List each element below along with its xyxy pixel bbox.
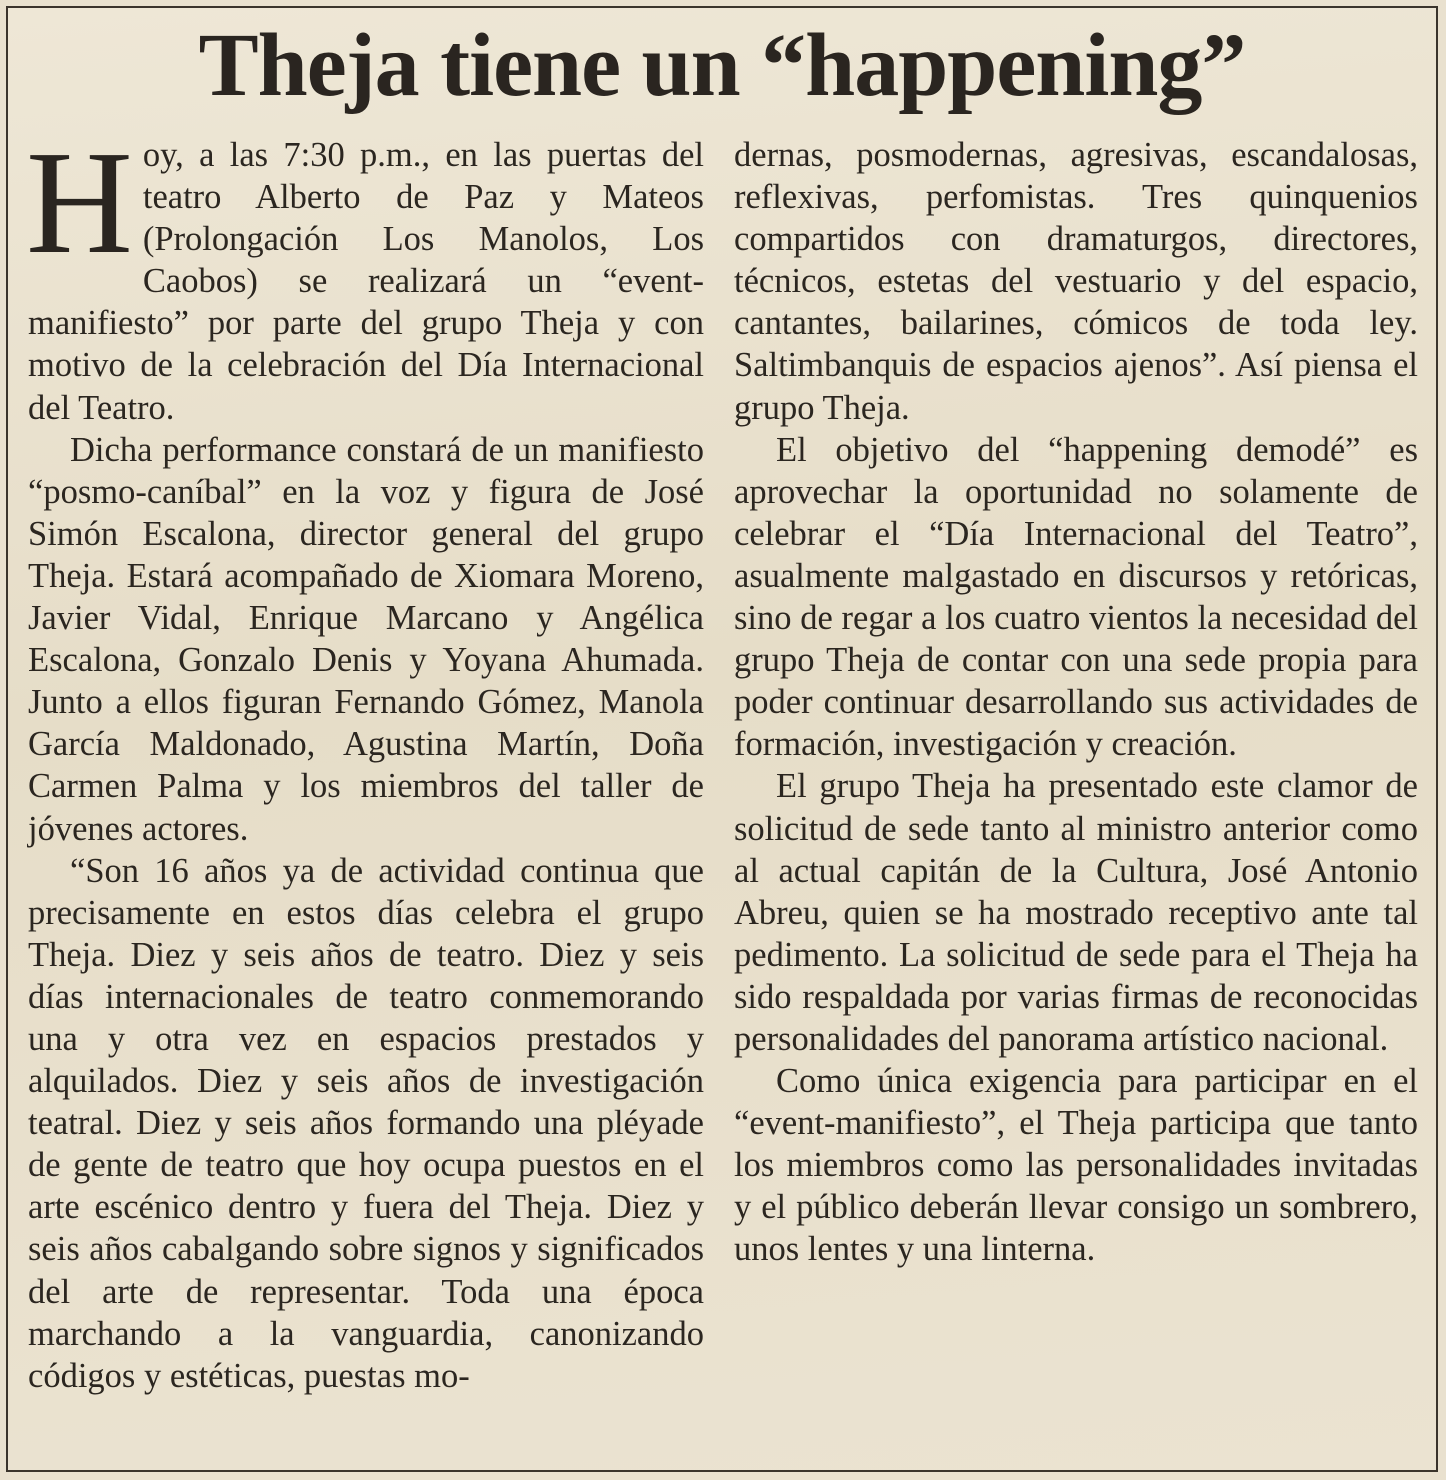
newspaper-clipping (6, 6, 1438, 1472)
paragraph-3-continued: dernas, posmodernas, agresivas, escandalosas, reflexivas, perfomistas. Tres quinquenios compartidos con dramaturgos, directores, técnicos, estetas del vestuario y del espacio, cantantes, bailarines, cómicos de toda ley. Saltimbanquis de espacios ajenos”. Así piensa el grupo Theja. (734, 136, 1418, 427)
paragraph-3: “Son 16 años ya de actividad continua que precisamente en estos días celebra el grupo Theja. Diez y seis años de teatro. Diez y seis días internacionales de teatro conmemorando una y otra vez en espacios prestados y alquilados. Diez y seis años de investigación teatral. Diez y seis años formando una pléyade de gente de teatro que hoy ocupa puestos en el arte escénico dentro y fuera del Theja. Diez y seis años cabalgando sobre signos y significados del arte de representar. Toda una época marchando a la vanguardia, canonizando códigos y estéticas, puestas mo- (28, 851, 704, 1395)
paragraph-6: Como única exigencia para participar en el “event-manifiesto”, el Theja participa que tanto los miembros como las personalidades invitadas y el público deberán llevar consigo un sombrero, unos lentes y una linterna. (734, 1062, 1418, 1269)
paragraph-1-text: oy, a las 7:30 p.m., en las puertas del teatro Alberto de Paz y Mateos (Prolongación Los Manolos, Los Caobos) se realizará un “event-manifiesto” por parte del grupo Theja y con motivo de la celebración del Día Internacional del Teatro. (28, 136, 704, 427)
drop-cap: H (26, 121, 133, 285)
headline: Theja tiene un “happening” (198, 16, 1246, 115)
paragraph-5: El grupo Theja ha presentado este clamor de solicitud de sede tanto al ministro anterior como al actual capitán de la Cultura, José Antonio Abreu, quien se ha mostrado receptivo ante tal pedimento. La solicitud de sede para el Theja ha sido respaldada por varias firmas de reconocidas personalidades del panorama artístico nacional. (734, 767, 1418, 1058)
article-column-right (734, 134, 1418, 1271)
paragraph-1 (26, 121, 704, 429)
paragraph-4: El objetivo del “happening demodé” es aprovechar la oportunidad no solamente de celebrar el “Día Internacional del Teatro”, asualmente malgastado en discursos y retóricas, sino de regar a los cuatro vientos la necesidad del grupo Theja de contar con una sede propia para poder continuar desarrollando sus actividades de formación, investigación y creación. (734, 430, 1418, 764)
paragraph-2: Dicha performance constará de un manifiesto “posmo-caníbal” en la voz y figura de José Simón Escalona, director general del grupo Theja. Estará acompañado de Xiomara Moreno, Javier Vidal, Enrique Marcano y Angélica Escalona, Gonzalo Denis y Yoyana Ahumada. Junto a ellos figuran Fernando Gómez, Manola García Maldonado, Agustina Martín, Doña Carmen Palma y los miembros del taller de jóvenes actores. (28, 430, 704, 848)
article-column-left (26, 121, 704, 1397)
